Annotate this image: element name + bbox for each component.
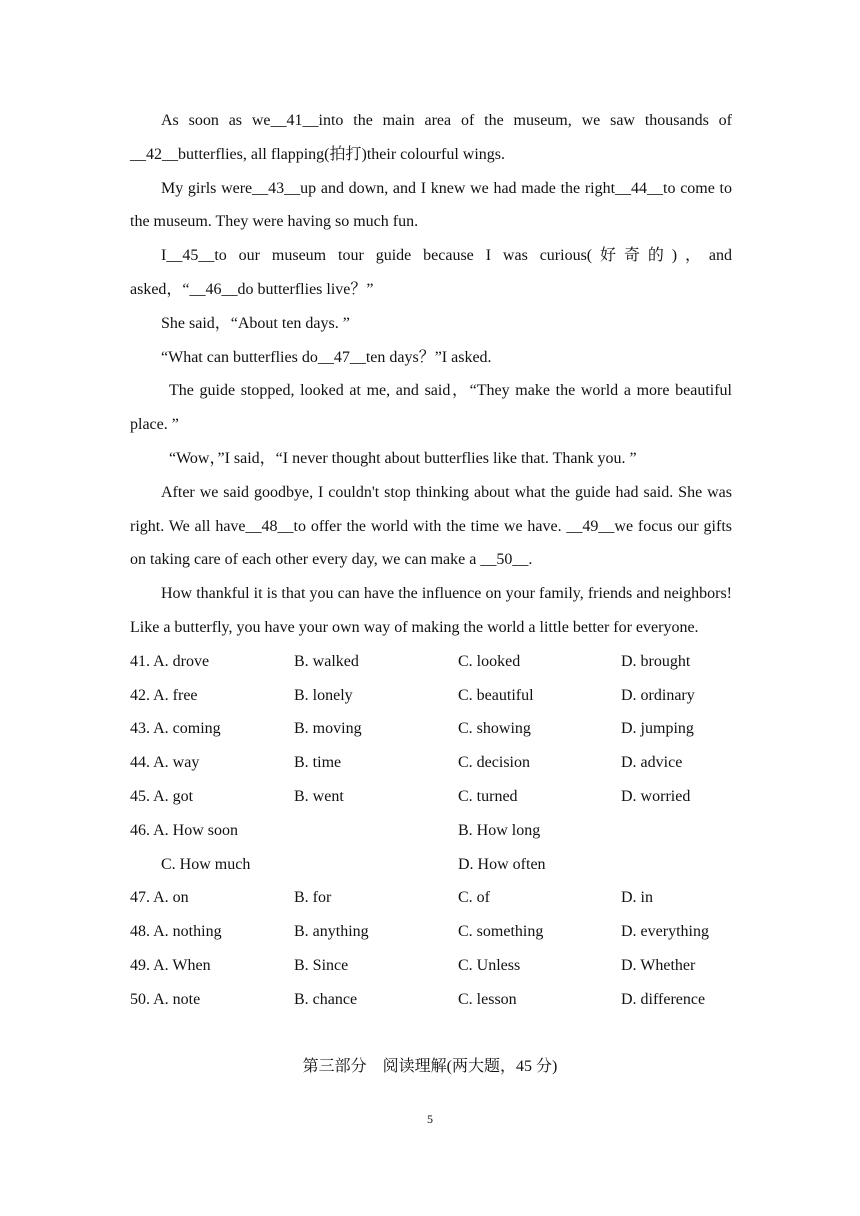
option-43-d: D. jumping [621, 720, 694, 738]
passage-paragraph-4: She said，“About ten days. ” [161, 314, 350, 332]
option-47-b: B. for [294, 889, 332, 907]
option-44-d: D. advice [621, 754, 683, 772]
question-48-options [130, 915, 732, 949]
option-43-b: B. moving [294, 720, 362, 738]
option-42-c: C. beautiful [458, 686, 534, 704]
question-42-options [130, 679, 732, 713]
option-49-c: C. Unless [458, 956, 521, 974]
option-41-c: C. looked [458, 652, 521, 670]
question-50-options [130, 983, 732, 1017]
option-44-a: 44. A. way [130, 754, 200, 772]
passage-paragraph-1: As soon as we__41__into the main area of the museum, we saw thousands of __42__butterflies, all flapping(拍打)their colourful wings. [130, 112, 732, 163]
option-45-d: D. worried [621, 787, 691, 805]
option-47-c: C. of [458, 889, 490, 907]
passage-paragraph-7: “Wow，”I said，“I never thought about butterflies like that. Thank you. ” [169, 449, 637, 467]
option-46-b: B. How long [458, 821, 541, 839]
question-46-options-row-2 [130, 848, 732, 882]
option-49-a: 49. A. When [130, 956, 211, 974]
option-50-b: B. chance [294, 990, 358, 1008]
question-44-options [130, 746, 732, 780]
page-number: 5 [427, 1112, 433, 1126]
question-41-options [130, 645, 732, 679]
option-41-d: D. brought [621, 652, 691, 670]
option-42-a: 42. A. free [130, 686, 198, 704]
option-50-d: D. difference [621, 990, 706, 1008]
passage-paragraph-8: After we said goodbye, I couldn't stop thinking about what the guide had said. She was right. We all have__48__to offer the world with the time we have. __49__we focus our gifts on taking care of each other every day, we can make a __50__. [130, 483, 732, 569]
option-47-a: 47. A. on [130, 889, 189, 907]
option-43-c: C. showing [458, 720, 531, 738]
option-45-b: B. went [294, 787, 344, 805]
section-title: 第三部分 阅读理解(两大题，45 分) [302, 1058, 558, 1075]
question-43-options [130, 712, 732, 746]
question-45-options [130, 780, 732, 814]
options-block [130, 645, 732, 1017]
option-46-d: D. How often [458, 855, 546, 873]
option-46-a: 46. A. How soon [130, 821, 239, 839]
option-47-d: D. in [621, 889, 653, 907]
passage-paragraph-9: How thankful it is that you can have the influence on your family, friends and neighbors! Like a butterfly, you have your own way of making the world a little better for everyone. [130, 585, 732, 636]
passage-paragraph-3: I__45__to our museum tour guide because I was curious(好奇的)，and asked，“__46__do butterflies live？” [130, 247, 732, 298]
passage-paragraph-6: The guide stopped, looked at me, and said，“They make the world a more beautiful place. ” [130, 382, 732, 434]
question-47-options [130, 881, 732, 915]
question-49-options [130, 949, 732, 983]
passage-paragraph-5: “What can butterflies do__47__ten days？”I asked. [161, 348, 492, 366]
option-43-a: 43. A. coming [130, 720, 221, 738]
document-page [130, 104, 732, 1017]
option-41-a: 41. A. drove [130, 652, 210, 670]
option-48-a: 48. A. nothing [130, 923, 222, 941]
option-44-c: C. decision [458, 754, 530, 772]
option-49-d: D. Whether [621, 956, 696, 974]
option-44-b: B. time [294, 754, 342, 772]
option-42-b: B. lonely [294, 686, 353, 704]
option-50-c: C. lesson [458, 990, 517, 1008]
option-48-b: B. anything [294, 923, 369, 941]
option-48-d: D. everything [621, 923, 709, 941]
question-46-options-row-1 [130, 814, 732, 848]
option-49-b: B. Since [294, 956, 349, 974]
option-46-c: C. How much [161, 855, 251, 873]
passage-paragraph-2: My girls were__43__up and down, and I knew we had made the right__44__to come to the museum. They were having so much fun. [130, 179, 732, 231]
option-42-d: D. ordinary [621, 686, 695, 704]
option-48-c: C. something [458, 923, 544, 941]
option-41-b: B. walked [294, 652, 359, 670]
option-50-a: 50. A. note [130, 990, 201, 1008]
option-45-a: 45. A. got [130, 787, 194, 805]
option-45-c: C. turned [458, 787, 518, 805]
